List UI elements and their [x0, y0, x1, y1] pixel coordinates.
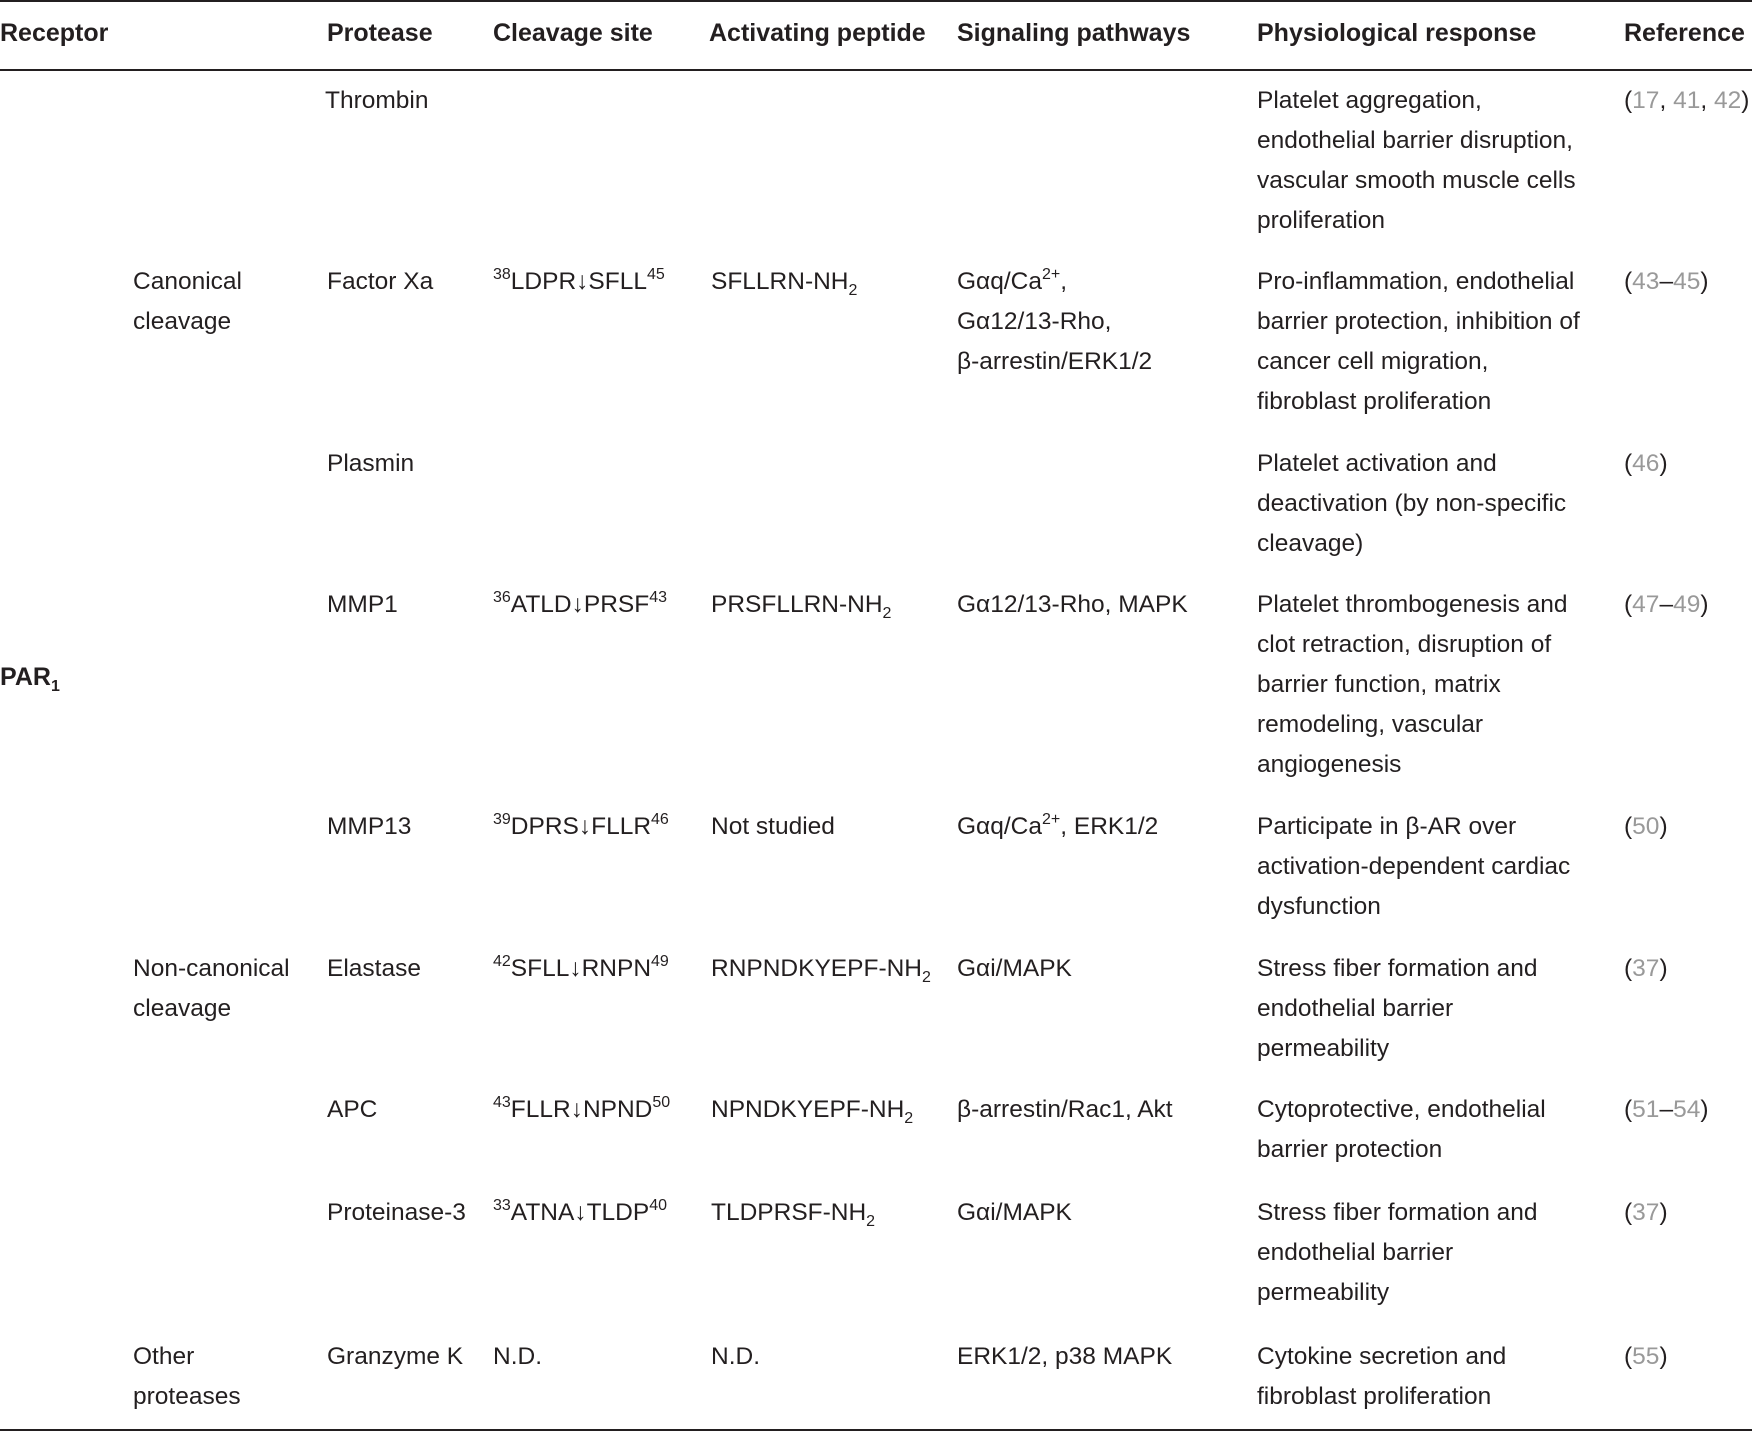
response-line: remodeling, vascular — [1257, 711, 1484, 738]
response-line: activation-dependent cardiac — [1257, 853, 1571, 880]
cleavage-start-position: 39 — [493, 811, 511, 828]
reference-paren: ( — [1624, 1343, 1633, 1370]
protease-cell — [325, 81, 428, 121]
reference-paren: ) — [1659, 1343, 1668, 1370]
response-line: dysfunction — [1257, 893, 1381, 920]
reference-dash: – — [1659, 591, 1674, 618]
response-line: vascular smooth muscle cells — [1257, 167, 1576, 194]
signaling-line — [957, 1090, 1173, 1130]
reference-number: 43 — [1632, 268, 1660, 295]
activating-peptide-cell — [711, 262, 857, 302]
response-line: barrier protection — [1257, 1136, 1443, 1163]
reference-comma: , — [1700, 87, 1714, 114]
response-line: angiogenesis — [1257, 751, 1402, 778]
reference-paren: ) — [1659, 450, 1668, 477]
response-line: Stress fiber formation and — [1257, 1199, 1538, 1226]
protease-cell — [327, 949, 421, 989]
receptor-base: PAR — [0, 663, 51, 691]
response-line: Stress fiber formation and — [1257, 955, 1538, 982]
activating-peptide-cell — [711, 1193, 875, 1233]
header-physiological-response: Physiological response — [1257, 19, 1537, 47]
response-line: fibroblast proliferation — [1257, 388, 1492, 415]
protease-name: Thrombin — [325, 87, 429, 114]
signaling-superscript: 2+ — [1041, 266, 1061, 283]
protease-cell — [327, 262, 433, 302]
reference-cell — [1624, 444, 1668, 484]
top-rule — [0, 0, 1752, 2]
reference-number: 42 — [1713, 87, 1742, 114]
peptide-sequence: TLDPRSF-NH — [711, 1199, 867, 1226]
response-cell — [1257, 1337, 1506, 1417]
protease-name: Proteinase-3 — [327, 1199, 466, 1226]
group-other — [133, 1337, 241, 1417]
reference-cell — [1624, 807, 1668, 847]
group-noncanonical — [133, 949, 290, 1029]
cleavage-end-position: 43 — [649, 589, 667, 606]
reference-paren: ) — [1700, 1096, 1709, 1123]
cleavage-site-cell — [493, 1193, 667, 1233]
group-canonical-line: Canonical — [133, 268, 242, 295]
protease-cell — [327, 444, 414, 484]
peptide-sequence: SFLLRN-NH — [711, 268, 849, 295]
reference-cell — [1624, 1193, 1668, 1233]
signaling-line — [957, 262, 1152, 302]
peptide-subscript: 2 — [904, 1110, 914, 1127]
signaling-line — [957, 302, 1152, 342]
peptide-sequence: PRSFLLRN-NH — [711, 591, 883, 618]
reference-number: 55 — [1632, 1343, 1660, 1370]
response-cell — [1257, 444, 1566, 564]
response-cell — [1257, 262, 1580, 422]
response-line: clot retraction, disruption of — [1257, 631, 1552, 658]
protease-cell — [327, 807, 411, 847]
cleavage-sequence: SFLL↓RNPN — [510, 955, 652, 982]
peptide-sequence: Not studied — [711, 813, 835, 840]
cleavage-start-position: 43 — [493, 1094, 511, 1111]
cleavage-sequence: DPRS↓FLLR — [510, 813, 652, 840]
reference-dash: – — [1659, 268, 1674, 295]
signaling-text: Gα12/13-Rho, — [957, 308, 1112, 335]
group-canonical — [133, 262, 242, 342]
reference-paren: ( — [1624, 955, 1633, 982]
bottom-rule — [0, 1429, 1752, 1431]
group-other-line: Other — [133, 1343, 195, 1370]
reference-number: 51 — [1632, 1096, 1660, 1123]
protease-cell — [327, 1337, 463, 1377]
signaling-cell — [957, 262, 1152, 382]
reference-paren: ) — [1700, 591, 1709, 618]
reference-number: 37 — [1632, 1199, 1660, 1226]
protease-cell — [327, 1193, 466, 1233]
protease-name: Granzyme K — [327, 1343, 464, 1370]
response-cell — [1257, 1090, 1546, 1170]
response-line: Platelet thrombogenesis and — [1257, 591, 1568, 618]
cleavage-site-cell — [493, 262, 665, 302]
response-cell — [1257, 1193, 1538, 1313]
response-line: fibroblast proliferation — [1257, 1383, 1492, 1410]
cleavage-site-cell — [493, 585, 667, 625]
protease-name: MMP1 — [327, 591, 398, 618]
reference-paren: ( — [1624, 450, 1633, 477]
reference-paren: ( — [1624, 87, 1633, 114]
response-line: cleavage) — [1257, 530, 1364, 557]
response-line: Participate in β-AR over — [1257, 813, 1517, 840]
cleavage-sequence: N.D. — [493, 1343, 542, 1370]
reference-paren: ) — [1659, 813, 1668, 840]
reference-number: 47 — [1632, 591, 1660, 618]
response-cell — [1257, 81, 1576, 241]
signaling-text: Gαq/Ca — [957, 268, 1042, 295]
response-line: endothelial barrier — [1257, 995, 1454, 1022]
activating-peptide-cell — [711, 807, 835, 847]
group-noncanonical-line: cleavage — [133, 995, 232, 1022]
reference-number: 46 — [1632, 450, 1660, 477]
signaling-cell — [957, 1090, 1173, 1130]
header-cleavage-site: Cleavage site — [493, 19, 653, 47]
reference-paren: ) — [1659, 955, 1668, 982]
cleavage-site-cell — [493, 807, 669, 847]
protease-name: Plasmin — [327, 450, 415, 477]
cleavage-end-position: 45 — [646, 266, 665, 283]
reference-paren: ( — [1624, 1096, 1633, 1123]
signaling-line — [957, 807, 1158, 847]
cleavage-start-position: 33 — [493, 1197, 511, 1214]
protease-name: Factor Xa — [327, 268, 434, 295]
reference-number: 45 — [1673, 268, 1701, 295]
signaling-cell — [957, 1193, 1072, 1233]
response-line: proliferation — [1257, 207, 1386, 234]
peptide-subscript: 2 — [848, 282, 858, 299]
reference-number: 17 — [1632, 87, 1660, 114]
reference-cell — [1624, 262, 1709, 302]
cleavage-sequence: ATNA↓TLDP — [510, 1199, 650, 1226]
signaling-line — [957, 342, 1152, 382]
protease-name: Elastase — [327, 955, 421, 982]
peptide-sequence: RNPNDKYEPF-NH — [711, 955, 922, 982]
reference-cell — [1624, 949, 1668, 989]
signaling-text: β-arrestin/Rac1, Akt — [957, 1096, 1173, 1123]
cleavage-start-position: 38 — [493, 266, 511, 283]
response-line: Cytokine secretion and — [1257, 1343, 1507, 1370]
group-canonical-line: cleavage — [133, 308, 232, 335]
response-line: Platelet activation and — [1257, 450, 1497, 477]
signaling-text: Gαq/Ca — [957, 813, 1042, 840]
reference-cell — [1624, 585, 1709, 625]
reference-paren: ( — [1624, 591, 1633, 618]
response-line: deactivation (by non-specific — [1257, 490, 1567, 517]
peptide-subscript: 2 — [882, 605, 892, 622]
peptide-sequence: NPNDKYEPF-NH — [711, 1096, 905, 1123]
signaling-cell — [957, 1337, 1172, 1377]
header-signaling-pathways: Signaling pathways — [957, 19, 1191, 47]
signaling-line — [957, 1337, 1172, 1377]
signaling-line — [957, 1193, 1072, 1233]
activating-peptide-cell — [711, 1090, 913, 1130]
reference-paren: ) — [1659, 1199, 1668, 1226]
cleavage-start-position: 36 — [493, 589, 511, 606]
header-protease: Protease — [327, 19, 433, 47]
response-line: Pro-inflammation, endothelial — [1257, 268, 1575, 295]
response-line: cancer cell migration, — [1257, 348, 1489, 375]
receptor-label — [0, 660, 60, 694]
signaling-line — [957, 949, 1072, 989]
cleavage-end-position: 46 — [651, 811, 669, 828]
response-line: Cytoprotective, endothelial — [1257, 1096, 1546, 1123]
cleavage-sequence: FLLR↓NPND — [510, 1096, 653, 1123]
signaling-superscript: 2+ — [1041, 811, 1061, 828]
reference-cell — [1624, 81, 1749, 121]
protease-name: MMP13 — [327, 813, 412, 840]
reference-number: 37 — [1632, 955, 1660, 982]
header-activating-peptide: Activating peptide — [709, 19, 926, 47]
cleavage-site-cell — [493, 949, 669, 989]
reference-paren: ) — [1700, 268, 1709, 295]
reference-comma: , — [1659, 87, 1674, 114]
cleavage-sequence: LDPR↓SFLL — [510, 268, 647, 295]
header-rule — [0, 69, 1752, 71]
protease-cell — [327, 1090, 377, 1130]
reference-number: 54 — [1673, 1096, 1701, 1123]
signaling-text: Gα12/13-Rho, MAPK — [957, 591, 1188, 618]
response-line: barrier function, matrix — [1257, 671, 1501, 698]
response-line: barrier protection, inhibition of — [1257, 308, 1580, 335]
header-reference: Reference — [1624, 19, 1745, 47]
response-line: endothelial barrier disruption, — [1257, 127, 1573, 154]
response-line: permeability — [1257, 1279, 1390, 1306]
protease-cell — [327, 585, 398, 625]
receptor-subscript: 1 — [50, 678, 60, 695]
reference-number: 50 — [1632, 813, 1660, 840]
signaling-text: β-arrestin/ERK1/2 — [957, 348, 1153, 375]
response-line: permeability — [1257, 1035, 1390, 1062]
cleavage-start-position: 42 — [493, 953, 511, 970]
reference-cell — [1624, 1090, 1709, 1130]
signaling-text: , ERK1/2 — [1060, 813, 1159, 840]
signaling-text: Gαi/MAPK — [957, 955, 1072, 982]
signaling-text: ERK1/2, p38 MAPK — [957, 1343, 1173, 1370]
group-noncanonical-line: Non-canonical — [133, 955, 290, 982]
peptide-subscript: 2 — [866, 1213, 876, 1230]
reference-dash: – — [1659, 1096, 1674, 1123]
signaling-line — [957, 585, 1188, 625]
peptide-subscript: 2 — [922, 969, 931, 986]
reference-paren: ) — [1741, 87, 1750, 114]
cleavage-site-cell — [493, 1090, 670, 1130]
signaling-text: Gαi/MAPK — [957, 1199, 1072, 1226]
reference-paren: ( — [1624, 268, 1633, 295]
reference-cell — [1624, 1337, 1668, 1377]
reference-paren: ( — [1624, 1199, 1633, 1226]
reference-paren: ( — [1624, 813, 1633, 840]
response-cell — [1257, 807, 1570, 927]
protease-name: APC — [327, 1096, 378, 1123]
signaling-cell — [957, 807, 1158, 847]
reference-number: 49 — [1673, 591, 1701, 618]
activating-peptide-cell — [711, 949, 931, 989]
peptide-sequence: N.D. — [711, 1343, 760, 1370]
response-line: endothelial barrier — [1257, 1239, 1454, 1266]
response-cell — [1257, 585, 1568, 785]
group-other-line: proteases — [133, 1383, 241, 1410]
cleavage-site-cell — [493, 1337, 542, 1377]
cleavage-end-position: 40 — [649, 1197, 667, 1214]
signaling-cell — [957, 585, 1188, 625]
cleavage-sequence: ATLD↓PRSF — [510, 591, 650, 618]
signaling-cell — [957, 949, 1072, 989]
cleavage-end-position: 50 — [652, 1094, 671, 1111]
response-cell — [1257, 949, 1538, 1069]
header-receptor: Receptor — [0, 19, 109, 47]
reference-number: 41 — [1673, 87, 1701, 114]
activating-peptide-cell — [711, 585, 891, 625]
cleavage-end-position: 49 — [651, 953, 669, 970]
response-line: Platelet aggregation, — [1257, 87, 1482, 114]
activating-peptide-cell — [711, 1337, 760, 1377]
signaling-text: , — [1060, 268, 1068, 295]
